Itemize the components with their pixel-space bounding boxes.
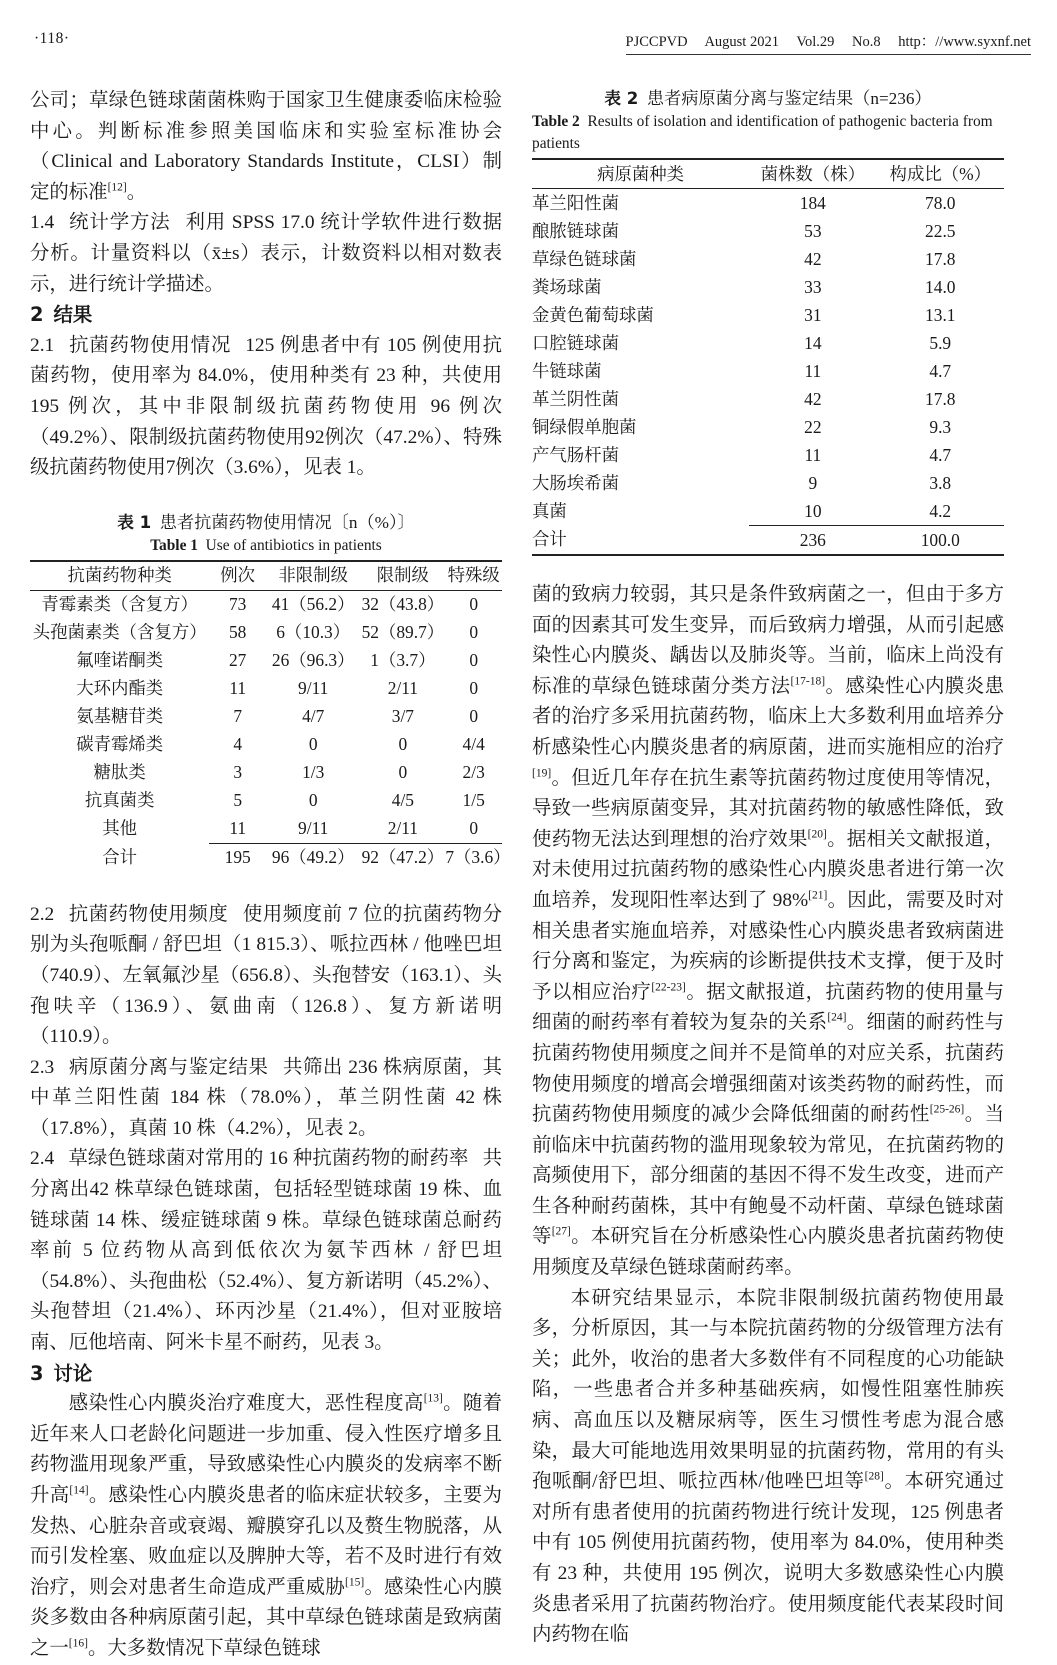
right-p1-f: 。据文献报道，抗菌药物的使用量与细菌的耐药率有着较为复杂的关系 (532, 981, 1005, 1034)
table-1-total-name: 合计 (102, 846, 138, 867)
table-1-r4-c2: 3/7 (391, 706, 414, 727)
table-1-block (30, 510, 511, 872)
table-2-r10-count: 9 (808, 472, 818, 493)
table-1-r6-c2: 0 (398, 762, 408, 783)
table-2-r8-name: 铜绿假单胞菌 (532, 416, 637, 437)
table-1-body (30, 590, 511, 872)
table-1-r8-c1: 9/11 (298, 818, 329, 839)
table-1-total-c2: 92（47.2） (360, 843, 445, 872)
running-head (0, 30, 1057, 60)
table-1-r8-name: 其他 (102, 818, 138, 839)
table-1-r3-c2: 2/11 (387, 678, 418, 699)
table-2-r9-name: 产气肠杆菌 (532, 444, 619, 465)
section-1-4-number: 1.4 (30, 212, 55, 234)
table-2-r3-name: 粪场球菌 (532, 276, 602, 297)
journal-url: http：//www.syxnf.net (898, 34, 1031, 50)
table-2-r8-count: 22 (804, 416, 822, 437)
section-2-1-text: 125 例患者中有 105 例使用抗菌药物，使用率为 84.0%，使用种类有 23 种，共使用 195 例次，其中非限制级抗菌药物使用 96 例次（49.2%）、限制级抗菌药物使用92例次（47.2%）、特殊级抗菌药物使用7例次（3.6%），见表 1。 (30, 334, 502, 479)
journal-abbrev: PJCCPVD (625, 34, 688, 50)
table-1-r1-c1: 6（10.3） (276, 622, 351, 643)
reference-marker-20: [20] (807, 828, 827, 841)
discussion-p1-e: 。大多数情况下草绿色链球 (87, 1637, 321, 1659)
discussion-p1-a: 感染性心内膜炎治疗难度大，恶性程度高 (68, 1393, 424, 1415)
section-2-4-text: 共分离出42 株草绿色链球菌，包括轻型链球菌 19 株、血链球菌 14 株、缓症链球菌 9 株。草绿色链球菌总耐药率前 5 位药物从高到低依次为氨苄西林 / 舒巴坦（54.8%）、头孢曲松（52.4%）、复方新诺明（45.2%）、头孢替坦（21.4%）、环丙沙星（21.4%），但对亚胺培南、厄他培南、阿米卡星不耐药，见表 3。 (30, 1148, 502, 1354)
table-2-r6-name: 牛链球菌 (532, 360, 602, 381)
table-row (30, 647, 502, 675)
reference-marker-14: [14] (69, 1484, 89, 1497)
table-1-r5-c0: 4 (233, 734, 243, 755)
table-2-r3-percent: 14.0 (925, 276, 956, 297)
table-2-r5-percent: 5.9 (929, 332, 952, 353)
table-2-r2-name: 草绿色链球菌 (532, 248, 637, 269)
reference-marker-19: [19] (532, 767, 552, 780)
volume: Vol.29 (796, 34, 835, 50)
reference-marker-27: [27] (551, 1226, 571, 1238)
table-1-r6-c3: 2/3 (462, 762, 485, 783)
table-2-r4-count: 31 (804, 304, 822, 325)
table-1-total-c0: 195 (209, 843, 266, 872)
table-2-r9-percent: 4.7 (929, 444, 952, 465)
table-2-caption-en (532, 111, 1004, 155)
table-1-r7-c1: 0 (308, 790, 318, 811)
table-row (532, 245, 1004, 273)
reference-marker-21: [21] (808, 889, 828, 902)
right-p1-a: 菌的致病力较弱，其只是条件致病菌之一，但由于多方面的因素其可发生变异，而后致病力增强，从而引起感染性心内膜炎、龋齿以及肺炎等。当前，临床上尚没有标准的草绿色链球菌分类方法 (532, 584, 1004, 697)
discussion-paragraph-2 (532, 580, 1004, 1284)
section-2-4-number: 2.4 (30, 1148, 55, 1170)
right-p1-d: 。据相关文献报道，对未使用过抗菌药物的感染性心内膜炎患者进行第一次血培养，发现阳性率达到了 98% (532, 828, 1005, 911)
table-2-r9-count: 11 (804, 444, 822, 465)
table-2-total-percent: 100.0 (877, 526, 1004, 556)
table-1-r1-name: 头孢菌素类（含复方） (32, 622, 207, 643)
table-2-body (532, 189, 1004, 556)
table-2-head (532, 159, 1004, 189)
table-1-r7-c2: 4/5 (391, 790, 414, 811)
table-1-col-1: 例次 (220, 565, 256, 586)
table-1-r8-c0: 11 (229, 818, 247, 839)
reference-marker-16: [16] (68, 1637, 88, 1650)
table-1-r0-c1: 41（56.2） (271, 594, 355, 615)
table-1-col-4: 特殊级 (447, 565, 500, 586)
table-row (30, 787, 502, 815)
section-2-1-number: 2.1 (30, 334, 55, 356)
table-2-r11-percent: 4.2 (929, 500, 952, 521)
table-1-r7-name: 抗真菌类 (84, 790, 155, 811)
table-1-r2-c2: 1（3.7） (370, 650, 436, 671)
table-1-r4-c0: 7 (233, 706, 243, 727)
table-1-r3-name: 大环内酯类 (76, 678, 164, 699)
table-row (532, 497, 1004, 526)
table-2-r11-name: 真菌 (532, 500, 567, 521)
table-2-col-1: 菌株数（株） (760, 163, 865, 184)
table-row (30, 759, 502, 787)
table-2-total-count: 236 (749, 526, 876, 556)
section-3-heading (30, 1359, 502, 1390)
page-folio: ·118· (34, 30, 70, 47)
issue-number: No.8 (851, 34, 881, 50)
table-2-title-en: Results of isolation and identification of pathogenic bacteria from patients (532, 113, 993, 152)
table-1-r3-c3: 0 (469, 678, 479, 699)
table-2-block (532, 86, 1004, 556)
table-1-r1-c0: 58 (228, 622, 247, 643)
table-row (532, 441, 1004, 469)
table-row (30, 590, 502, 619)
table-1-head (30, 561, 502, 591)
table-row (532, 413, 1004, 441)
table-2-r1-percent: 22.5 (925, 220, 956, 241)
table-row (532, 357, 1004, 385)
table-2-r4-percent: 13.1 (925, 304, 956, 325)
reference-marker-12: [12] (107, 181, 127, 194)
table-2-r8-percent: 9.3 (929, 416, 952, 437)
table-2-r2-percent: 17.8 (925, 248, 956, 269)
table-row (30, 815, 502, 844)
table-1-col-0: 抗菌药物种类 (67, 565, 172, 586)
right-p1-b: 。感染性心内膜炎患者的治疗多采用抗菌药物，临床上大多数利用血培养分析感染性心内膜炎患者的病原菌，进而实施相应的治疗 (532, 675, 1005, 758)
discussion-p1-b: 。随着近年来人口老龄化问题进一步加重、侵入性医疗增多且药物滥用现象严重，导致感染性心内膜炎的发病率不断升高 (30, 1393, 503, 1506)
section-2-2 (30, 900, 502, 1053)
table-2-r0-name: 革兰阳性菌 (532, 192, 619, 213)
table-1-r5-c2: 0 (398, 734, 408, 755)
table-row (532, 217, 1004, 245)
table-1-r7-c0: 5 (233, 790, 243, 811)
table-row (532, 385, 1004, 413)
table-1-r2-c3: 0 (469, 650, 479, 671)
table-1-r4-name: 氨基糖苷类 (76, 706, 164, 727)
reference-marker-17-18: [17-18] (790, 675, 826, 688)
table-2-r1-count: 53 (804, 220, 822, 241)
table-2-r4-name: 金黄色葡萄球菌 (532, 304, 654, 325)
section-3-number: 3 (30, 1361, 44, 1385)
table-2-r3-count: 33 (804, 276, 822, 297)
table-1-r3-c0: 11 (229, 678, 247, 699)
table-2-label-cn: 表 2 (604, 89, 639, 108)
table-1 (30, 560, 511, 872)
table-row (532, 301, 1004, 329)
section-3-title: 讨论 (53, 1361, 93, 1385)
section-2-2-text: 使用频度前 7 位的抗菌药物分别为头孢哌酮 / 舒巴坦（1 815.3）、哌拉西林 / 他唑巴坦（740.9）、左氧氟沙星（656.8）、头孢替安（163.1）、头孢呋辛（136.9）、氨曲南（126.8）、复方新诺明（110.9）。 (30, 903, 503, 1048)
table-2-total-name: 合计 (532, 529, 567, 550)
table-2-caption-cn (532, 86, 1004, 111)
table-1-total-c3: 7（3.6） (445, 843, 502, 872)
table-2-col-0: 病原菌种类 (597, 163, 685, 184)
table-2-r5-name: 口腔链球菌 (532, 332, 619, 353)
table-2-r0-count: 184 (799, 192, 826, 213)
table-row (532, 189, 1004, 218)
table-1-r7-c3: 1/5 (462, 790, 485, 811)
reference-marker-13: [13] (423, 1392, 443, 1405)
right-p1-e: 。因此，需要及时对相关患者实施血培养，对感染性心内膜炎患者致病菌进行分离和鉴定，为疾病的诊断提供技术支撑，便于及时予以相应治疗 (532, 889, 1005, 1003)
table-1-r8-c2: 2/11 (387, 818, 418, 839)
table-1-r5-c3: 4/4 (462, 734, 485, 755)
table-2-r5-count: 14 (804, 332, 822, 353)
table-2-r7-name: 革兰阴性菌 (532, 388, 619, 409)
table-1-r2-c0: 27 (228, 650, 247, 671)
table-row (30, 675, 502, 703)
table-2-r0-percent: 78.0 (925, 192, 956, 213)
table-1-r1-c3: 0 (469, 622, 479, 643)
table-1-r0-c0: 73 (228, 594, 247, 615)
section-2-4-title: 草绿色链球菌对常用的 16 种抗菌药物的耐药率 (68, 1148, 469, 1170)
table-row (532, 329, 1004, 357)
reference-marker-22-23: [22-23] (651, 981, 686, 994)
discussion-p1-c: 。感染性心内膜炎患者的临床症状较多，主要为发热、心脏杂音或衰竭、瓣膜穿孔以及赘生物脱落，从而引发栓塞、败血症以及脾肿大等，若不及时进行有效治疗，则会对患者生命造成严重威胁 (30, 1485, 503, 1598)
table-2-r10-name: 大肠埃希菌 (532, 472, 619, 493)
table-1-r0-name: 青霉素类（含复方） (41, 594, 198, 615)
right-column (532, 86, 1004, 1651)
table-1-r5-name: 碳青霉烯类 (76, 734, 164, 755)
table-2-r7-percent: 17.8 (925, 388, 956, 409)
table-1-r6-c0: 3 (233, 762, 243, 783)
table-2-r2-count: 42 (804, 248, 822, 269)
table-1-r2-c1: 26（96.3） (271, 650, 355, 671)
table-1-title-en: Use of antibiotics in patients (205, 536, 382, 554)
reference-marker-24: [24] (827, 1011, 847, 1024)
section-2-title: 结果 (53, 303, 93, 327)
table-1-r8-c3: 0 (469, 818, 479, 839)
table-2-r1-name: 酿脓链球菌 (532, 220, 619, 241)
right-p1-h: 。当前临床中抗菌药物的滥用现象较为常见，在抗菌药物的高频使用下，部分细菌的基因不得不发生改变，进而产生各种耐药菌株，其中有鲍曼不动杆菌、草绿色链球菌等 (532, 1104, 1005, 1248)
table-1-label-cn: 表 1 (117, 512, 152, 532)
table-2-r10-percent: 3.8 (929, 472, 952, 493)
reference-marker-15: [15] (345, 1576, 365, 1589)
discussion-paragraph-3 (532, 1284, 1004, 1651)
table-row (532, 469, 1004, 497)
right-p2-a: 本研究结果显示，本院非限制级抗菌药物使用最多，分析原因，其一与本院抗菌药物的分级管理方法有关；此外，收治的患者大多数伴有不同程度的心功能缺陷，一些患者合并多种基础疾病，如慢性阻塞性肺疾病、高血压以及糖尿病等，医生习惯性考虑为混合感染，最大可能地选用效果明显的抗菌药物，常用的有头孢哌酮/舒巴坦、哌拉西林/他唑巴坦等 (532, 1287, 1004, 1493)
table-1-r4-c3: 0 (469, 706, 479, 727)
section-2-3-number: 2.3 (30, 1056, 55, 1078)
section-1-4 (30, 208, 502, 300)
table-1-r5-c1: 0 (308, 734, 318, 755)
table-1-r2-name: 氟喹诺酮类 (76, 650, 164, 671)
table-1-header-row (30, 561, 502, 591)
table-2-r6-count: 11 (804, 360, 822, 381)
discussion-p1-d: 。感染性心内膜炎多数由各种病原菌引起，其中草绿色链球菌是致病菌之一 (30, 1576, 503, 1659)
table-row (30, 703, 502, 731)
table-2-col-2: 构成比（%） (889, 163, 991, 184)
table-1-caption-cn (30, 510, 502, 535)
table-row (30, 731, 502, 759)
table-1-r6-name: 糖肽类 (93, 762, 146, 783)
discussion-paragraph-1 (30, 1389, 502, 1664)
right-p1-i: 。本研究旨在分析感染性心内膜炎患者抗菌药物使用频度及草绿色链球菌耐药率。 (532, 1226, 1005, 1279)
section-2-1-title: 抗菌药物使用情况 (68, 334, 232, 356)
section-2-1 (30, 331, 502, 484)
table-1-r1-c2: 52（89.7） (361, 622, 445, 643)
paragraph-methods-source (30, 86, 502, 208)
table-1-title-cn: 患者抗菌药物使用情况〔n（%）〕 (159, 512, 415, 532)
table-1-r0-c3: 0 (469, 594, 479, 615)
table-1-r3-c1: 9/11 (298, 678, 329, 699)
table-1-col-3: 限制级 (376, 565, 429, 586)
section-2-3 (30, 1053, 502, 1145)
table-1-col-2: 非限制级 (278, 565, 348, 586)
section-2-number: 2 (30, 303, 44, 327)
issue-date: August 2021 (704, 34, 779, 50)
section-2-3-text: 共筛出 236 株病原菌，其中革兰阳性菌 184 株（78.0%），革兰阴性菌 42 株（17.8%），真菌 10 株（4.2%），见表 2。 (30, 1056, 503, 1139)
methods-source-tail: 。 (126, 181, 147, 203)
journal-header (626, 30, 1031, 55)
section-2-3-title: 病原菌分离与鉴定结果 (68, 1056, 269, 1078)
section-1-4-text: 利用 SPSS 17.0 统计学软件进行数据分析。计量资料以（x̄±s）表示，计数资料以相对数表示，进行统计学描述。 (30, 212, 503, 295)
table-2-label-en: Table 2 (532, 113, 580, 130)
section-2-4 (30, 1144, 502, 1358)
section-2-heading (30, 300, 502, 331)
table-2-r6-percent: 4.7 (929, 360, 952, 381)
methods-source-text: 公司；草绿色链球菌菌株购于国家卫生健康委临床检验中心。判断标准参照美国临床和实验室标准协会（Clinical and Laboratory Standards Institute，CLSI）制定的标准 (30, 90, 502, 203)
table-2-total-row (532, 526, 1004, 556)
reference-marker-25-26: [25-26] (929, 1103, 965, 1116)
reference-marker-28: [28] (864, 1470, 884, 1483)
table-1-r4-c1: 4/7 (302, 706, 325, 727)
section-2-2-title: 抗菌药物使用频度 (68, 903, 229, 925)
table-2-r11-count: 10 (804, 500, 822, 521)
left-column (30, 86, 511, 1665)
right-p1-g: 。细菌的耐药性与抗菌药物使用频度之间并不是简单的对应关系，抗菌药物使用频度的增高会增强细菌对该类药物的耐药性，而抗菌药物使用频度的减少会降低细菌的耐药性 (532, 1012, 1005, 1126)
table-1-label-en: Table 1 (150, 536, 198, 554)
table-row (532, 273, 1004, 301)
table-1-r0-c2: 32（43.8） (361, 594, 445, 615)
right-p1-c: 。但近几年存在抗生素等抗菌药物过度使用等情况，导致一些病原菌变异，其对抗菌药物的敏感性降低，致使药物无法达到理想的治疗效果 (532, 767, 1004, 850)
section-2-2-number: 2.2 (30, 903, 55, 925)
table-1-total-c1: 96（49.2） (266, 843, 360, 872)
table-1-caption-en (30, 535, 502, 557)
table-2 (532, 158, 1004, 556)
table-row (30, 619, 502, 647)
table-2-header-row (532, 159, 1004, 189)
section-1-4-title: 统计学方法 (68, 212, 171, 234)
table-2-title-cn: 患者病原菌分离与鉴定结果（n=236） (646, 89, 932, 108)
table-2-r7-count: 42 (804, 388, 822, 409)
table-1-total-row (30, 843, 502, 872)
right-p2-b: 。本研究通过对所有患者使用的抗菌药物进行统计发现，125 例患者中有 105 例使用抗菌药物，使用率为 84.0%，使用种类有 23 种，共使用 195 例次，说明大多数感染性心内膜炎患者采用了抗菌药物治疗。使用频度能代表某段时间内药物在临 (532, 1471, 1005, 1646)
table-1-r6-c1: 1/3 (302, 762, 325, 783)
